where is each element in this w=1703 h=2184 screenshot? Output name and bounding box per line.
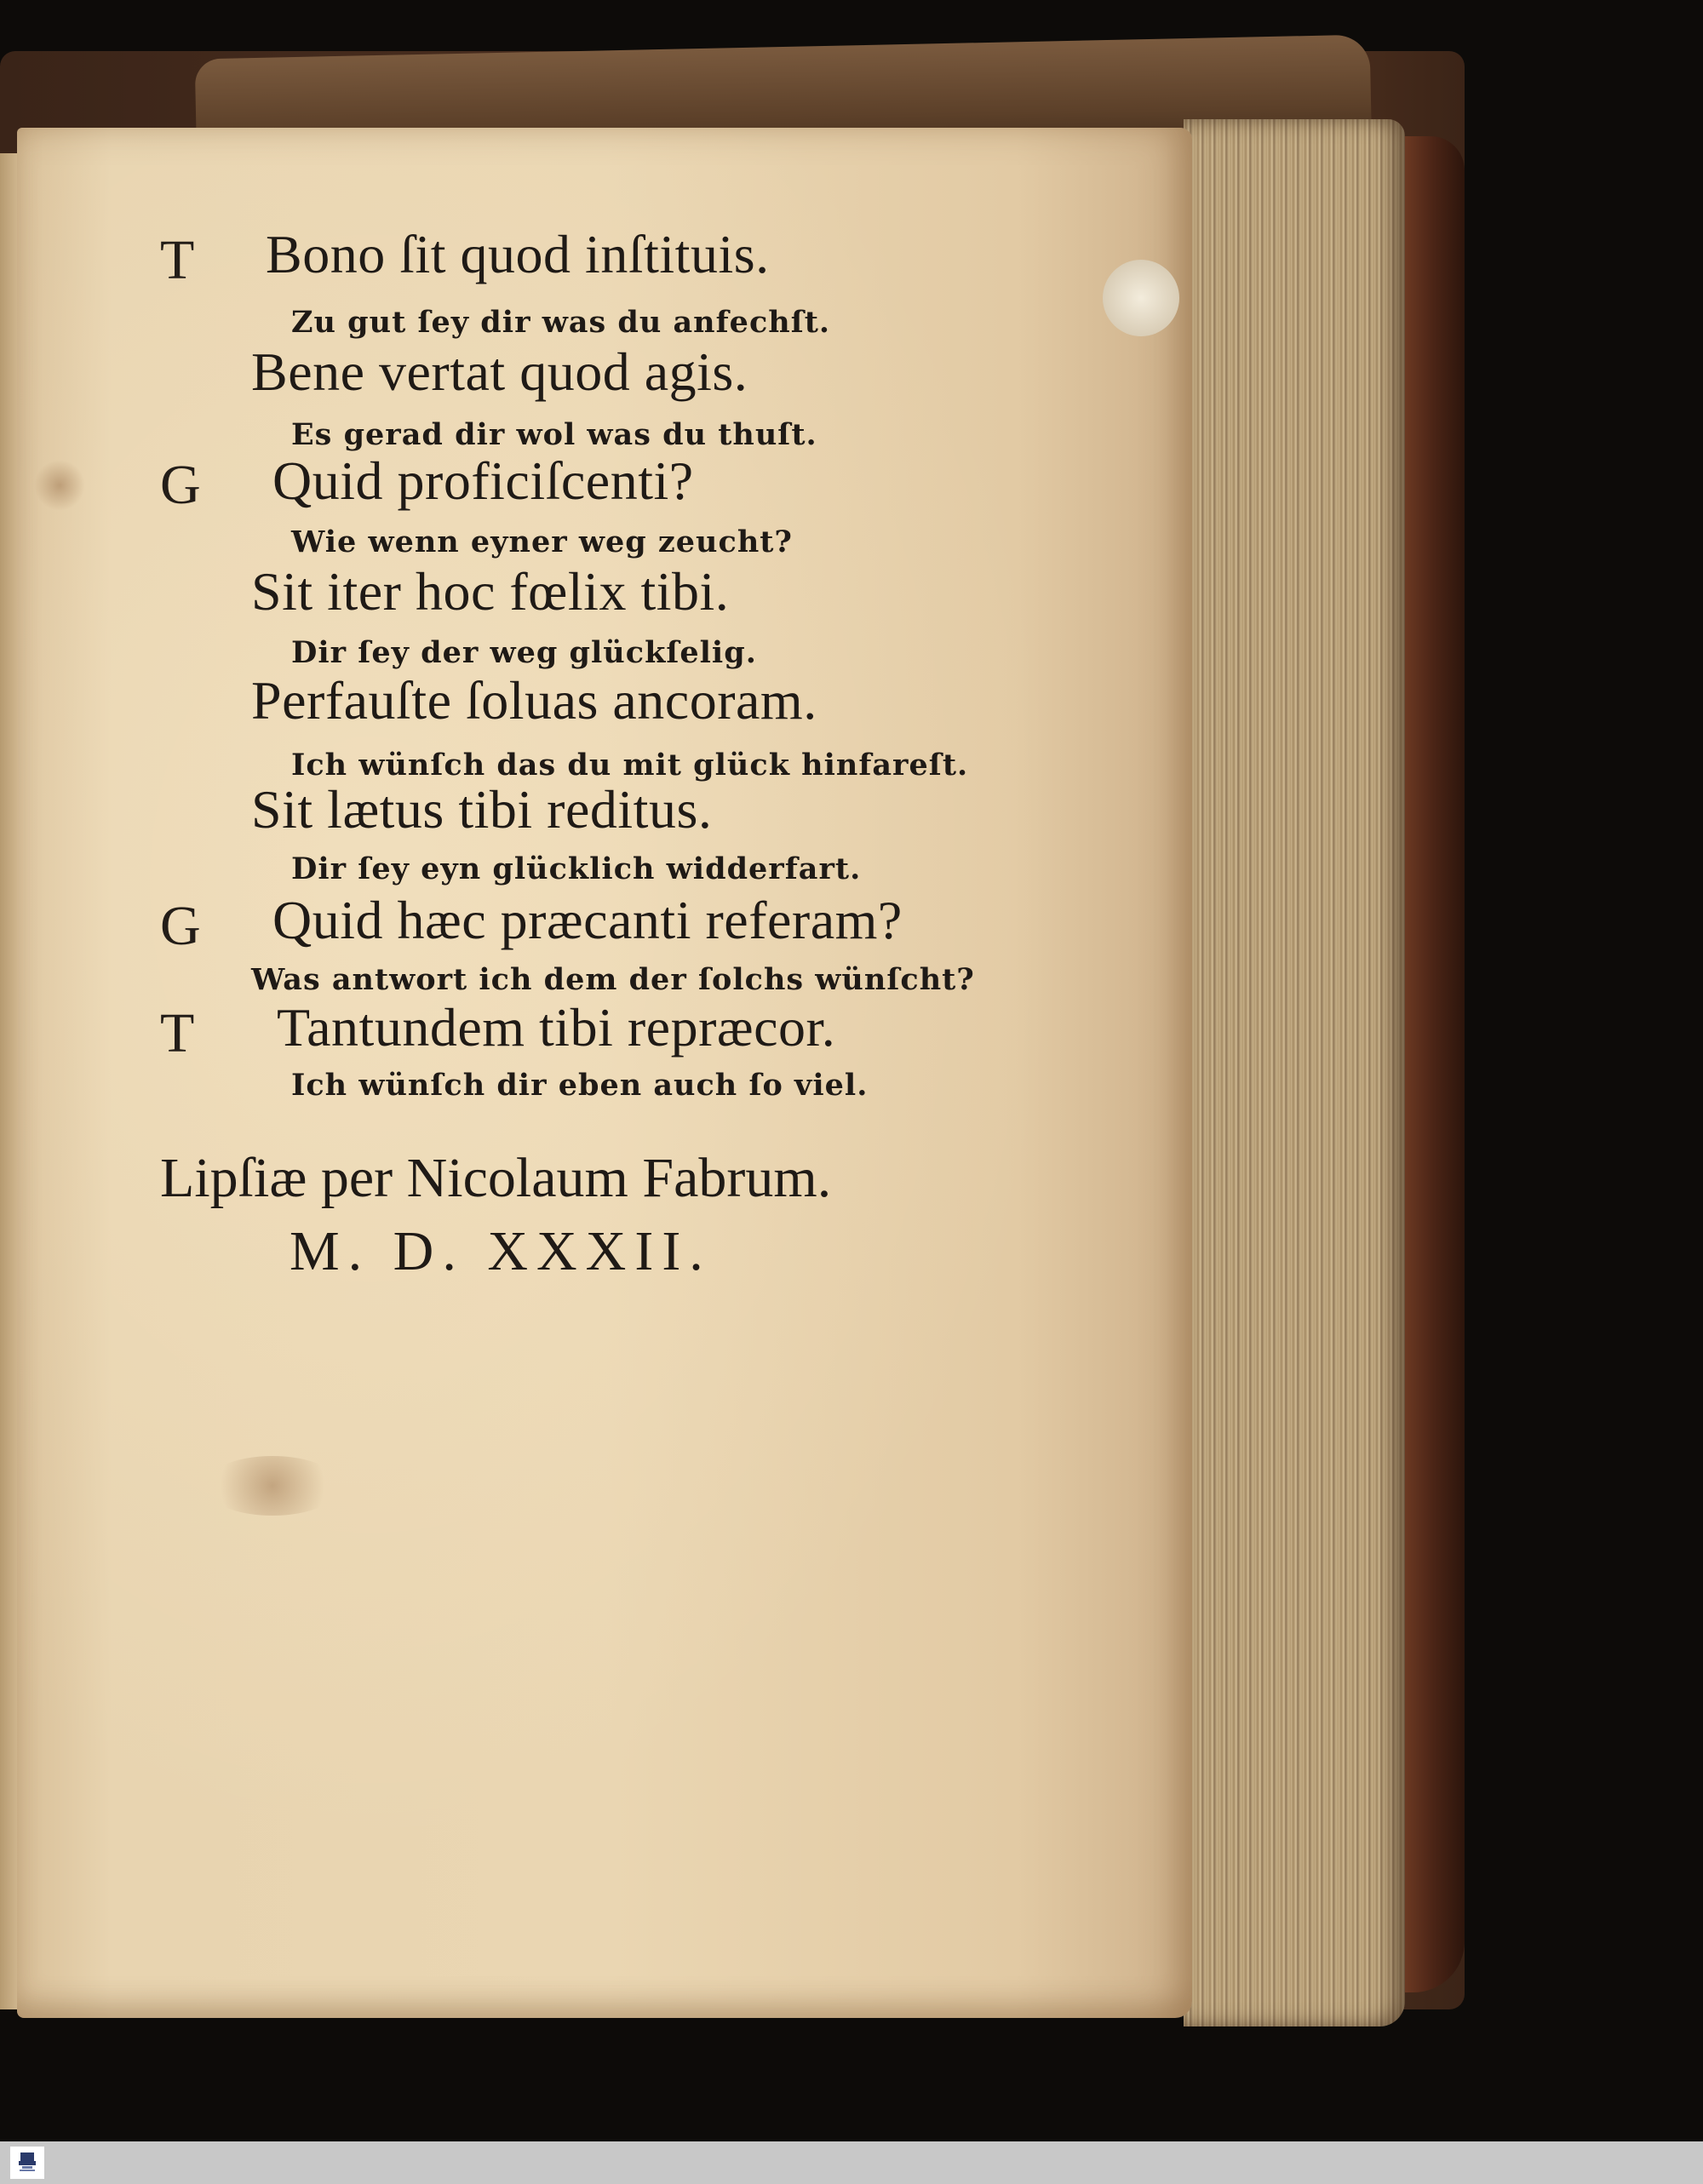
german-line: Was antwort ich dem der ſolchs wünſcht? bbox=[251, 962, 975, 997]
latin-line: Tantundem tibi repræcor. bbox=[277, 997, 836, 1058]
foxing-spot bbox=[34, 460, 85, 511]
german-line: Zu gut ſey dir was du anfechſt. bbox=[291, 305, 831, 340]
german-line: Dir ſey der weg glückſelig. bbox=[291, 635, 757, 670]
library-logo-icon bbox=[10, 2147, 44, 2179]
german-line: Ich wünſch das du mit glück hinfareſt. bbox=[291, 748, 969, 782]
latin-line: Bene vertat quod agis. bbox=[251, 341, 748, 402]
latin-line: Perfauſte ſoluas ancoram. bbox=[251, 670, 817, 731]
german-line: Dir ſey eyn glücklich widderfart. bbox=[291, 851, 862, 886]
german-line: Ich wünſch dir eben auch ſo viel. bbox=[291, 1068, 869, 1103]
paper-fleck bbox=[1103, 260, 1179, 336]
imprint-line: Lipſiæ per Nicolaum Fabrum. bbox=[160, 1147, 832, 1209]
book-page bbox=[17, 128, 1192, 2018]
speaker-label: G bbox=[160, 895, 201, 957]
foxing-spot bbox=[204, 1456, 341, 1516]
latin-line: Sit lætus tibi reditus. bbox=[251, 779, 713, 840]
imprint-date: M. D. XXXII. bbox=[290, 1220, 712, 1282]
latin-line: Quid hæc præcanti referam? bbox=[272, 890, 903, 950]
latin-line: Bono ſit quod inſtituis. bbox=[266, 224, 770, 284]
speaker-label: T bbox=[160, 229, 195, 291]
latin-line: Sit iter hoc fœlix tibi. bbox=[251, 561, 730, 622]
viewer-footer bbox=[0, 2141, 1703, 2184]
german-line: Es gerad dir wol was du thuſt. bbox=[291, 417, 817, 452]
page-stack-edge bbox=[1184, 119, 1405, 2026]
speaker-label: T bbox=[160, 1002, 195, 1064]
latin-line: Quid proficiſcenti? bbox=[272, 450, 694, 511]
speaker-label: G bbox=[160, 454, 201, 516]
german-line: Wie wenn eyner weg zeucht? bbox=[291, 525, 793, 559]
